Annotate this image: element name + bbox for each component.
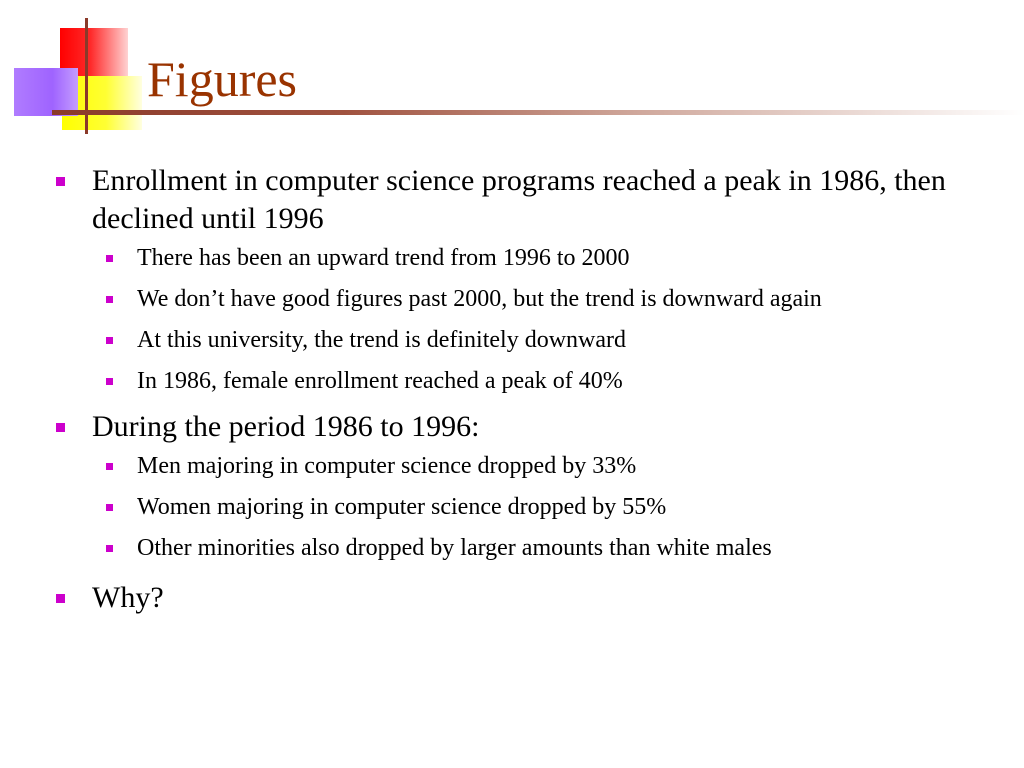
decor-horizontal-rule (52, 110, 1024, 115)
sub-bullet-item (0, 284, 1024, 314)
square-bullet-icon (106, 545, 113, 552)
square-bullet-icon (106, 378, 113, 385)
sub-bullet-text: Other minorities also dropped by larger amounts than white males (137, 535, 772, 561)
square-bullet-icon (106, 337, 113, 344)
sub-bullet-item (0, 533, 1024, 563)
bullet-text: Why? (92, 581, 164, 614)
square-bullet-icon (56, 177, 65, 186)
square-bullet-icon (106, 504, 113, 511)
sub-bullet-item (0, 243, 1024, 273)
bullet-item (0, 162, 1024, 238)
square-bullet-icon (106, 255, 113, 262)
decor-purple-square (14, 68, 78, 116)
sub-bullet-item (0, 366, 1024, 396)
bullet-list (0, 162, 1024, 617)
slide-title: Figures (147, 51, 297, 107)
sub-bullet-text: In 1986, female enrollment reached a peak of 40% (137, 368, 623, 394)
sub-bullet-item (0, 325, 1024, 355)
square-bullet-icon (106, 296, 113, 303)
sub-bullet-text: Women majoring in computer science dropped by 55% (137, 494, 667, 520)
bullet-text: Enrollment in computer science programs reached a peak in 1986, then declined until 1996 (92, 164, 946, 235)
square-bullet-icon (106, 463, 113, 470)
square-bullet-icon (56, 594, 65, 603)
decor-vertical-rule (85, 18, 88, 134)
bullet-text: During the period 1986 to 1996: (92, 410, 480, 443)
sub-bullet-item (0, 492, 1024, 522)
sub-bullet-text: We don’t have good figures past 2000, but the trend is downward again (137, 286, 822, 312)
sub-bullet-item (0, 451, 1024, 481)
bullet-item (0, 579, 1024, 617)
sub-bullet-text: Men majoring in computer science dropped by 33% (137, 453, 637, 479)
square-bullet-icon (56, 423, 65, 432)
sub-bullet-text: At this university, the trend is definitely downward (137, 327, 627, 353)
bullet-item (0, 408, 1024, 446)
sub-bullet-text: There has been an upward trend from 1996 to 2000 (137, 245, 630, 271)
